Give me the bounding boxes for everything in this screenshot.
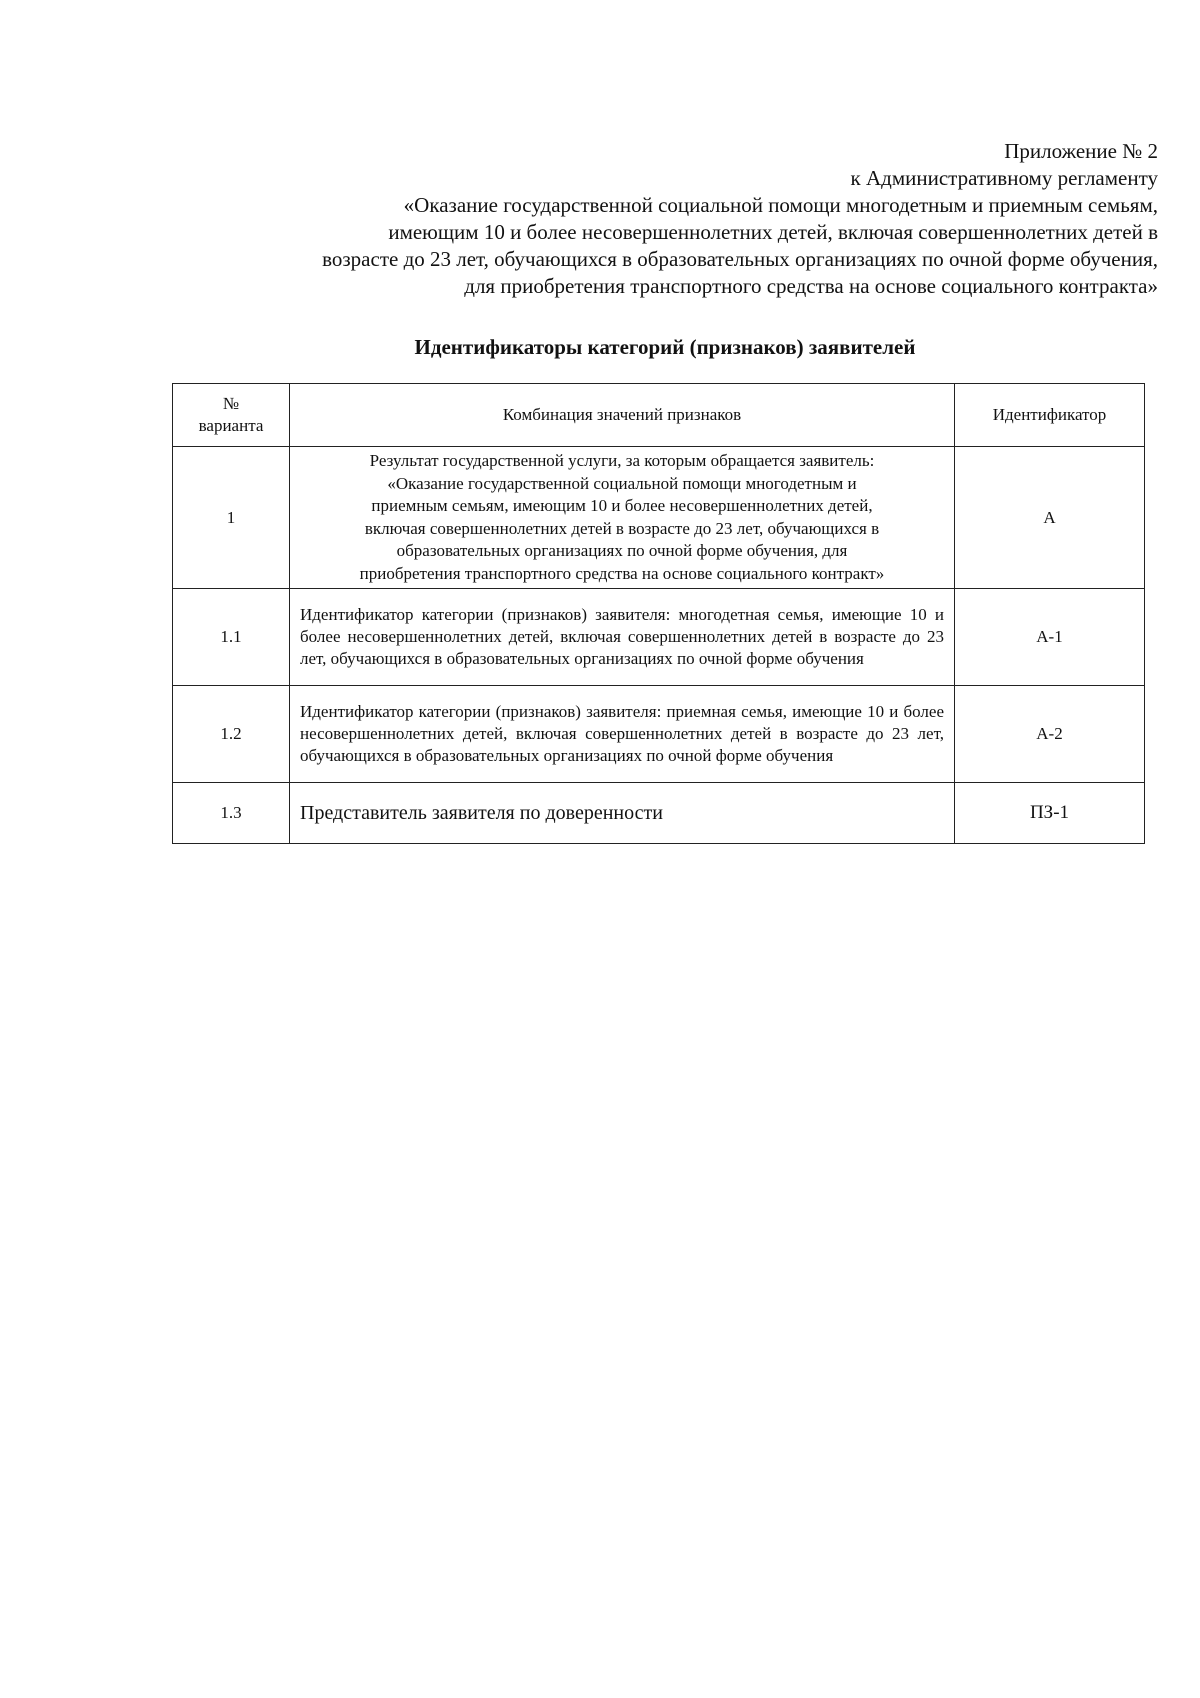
table-header-row — [173, 384, 1145, 447]
cell-combination — [290, 447, 955, 589]
cell-combination: Идентификатор категории (признаков) заявителя: многодетная семья, имеющие 10 и более несовершеннолетних детей, включая совершеннолетних детей в возрасте до 23 лет, обучающихся в образовательных организациях по очной форме обучения — [290, 589, 955, 686]
header-number-sign: № — [222, 394, 240, 413]
table-row — [173, 783, 1145, 844]
combination-line: приобретения транспортного средства на основе социального контракт» — [359, 563, 885, 583]
header-combination: Комбинация значений признаков — [290, 384, 955, 447]
appendix-reference: к Административному регламенту — [850, 166, 1158, 190]
appendix-header — [158, 138, 1158, 300]
regulation-name-line: для приобретения транспортного средства на основе социального контракта» — [464, 274, 1158, 298]
cell-variant-number: 1.3 — [173, 783, 290, 844]
appendix-number: Приложение № 2 — [1004, 139, 1158, 163]
regulation-name-line: имеющим 10 и более несовершеннолетних детей, включая совершеннолетних детей в — [388, 220, 1158, 244]
cell-combination: Идентификатор категории (признаков) заявителя: приемная семья, имеющие 10 и более несовершеннолетних детей, включая совершеннолетних детей в возрасте до 23 лет, обучающихся в образовательных организациях по очной форме обучения — [290, 686, 955, 783]
cell-variant-number: 1.1 — [173, 589, 290, 686]
document-title: Идентификаторы категорий (признаков) заявителей — [414, 335, 916, 359]
combination-line: «Оказание государственной социальной помощи многодетным и — [387, 473, 857, 493]
header-variant-label: варианта — [198, 416, 264, 435]
combination-line: приемным семьям, имеющим 10 и более несовершеннолетних детей, — [371, 496, 873, 515]
combination-line: образовательных организациях по очной форме обучения, для — [396, 541, 848, 560]
header-identifier: Идентификатор — [955, 384, 1145, 447]
cell-variant-number: 1.2 — [173, 686, 290, 783]
regulation-name-line: возрасте до 23 лет, обучающихся в образовательных организациях по очной форме обучения, — [322, 247, 1158, 271]
cell-identifier: А — [955, 447, 1145, 589]
header-variant-number — [173, 384, 290, 447]
identifiers-table — [172, 383, 1145, 844]
cell-identifier: А-1 — [955, 589, 1145, 686]
regulation-name-line: «Оказание государственной социальной помощи многодетным и приемным семьям, — [403, 193, 1158, 217]
table-row — [173, 686, 1145, 783]
combination-line: включая совершеннолетних детей в возрасте до 23 лет, обучающихся в — [364, 518, 880, 538]
cell-identifier: А-2 — [955, 686, 1145, 783]
cell-variant-number: 1 — [173, 447, 290, 589]
table-row — [173, 589, 1145, 686]
cell-identifier: ПЗ-1 — [955, 783, 1145, 844]
cell-combination: Представитель заявителя по доверенности — [290, 783, 955, 844]
table-row — [173, 447, 1145, 589]
combination-line: Результат государственной услуги, за которым обращается заявитель: — [369, 451, 875, 470]
